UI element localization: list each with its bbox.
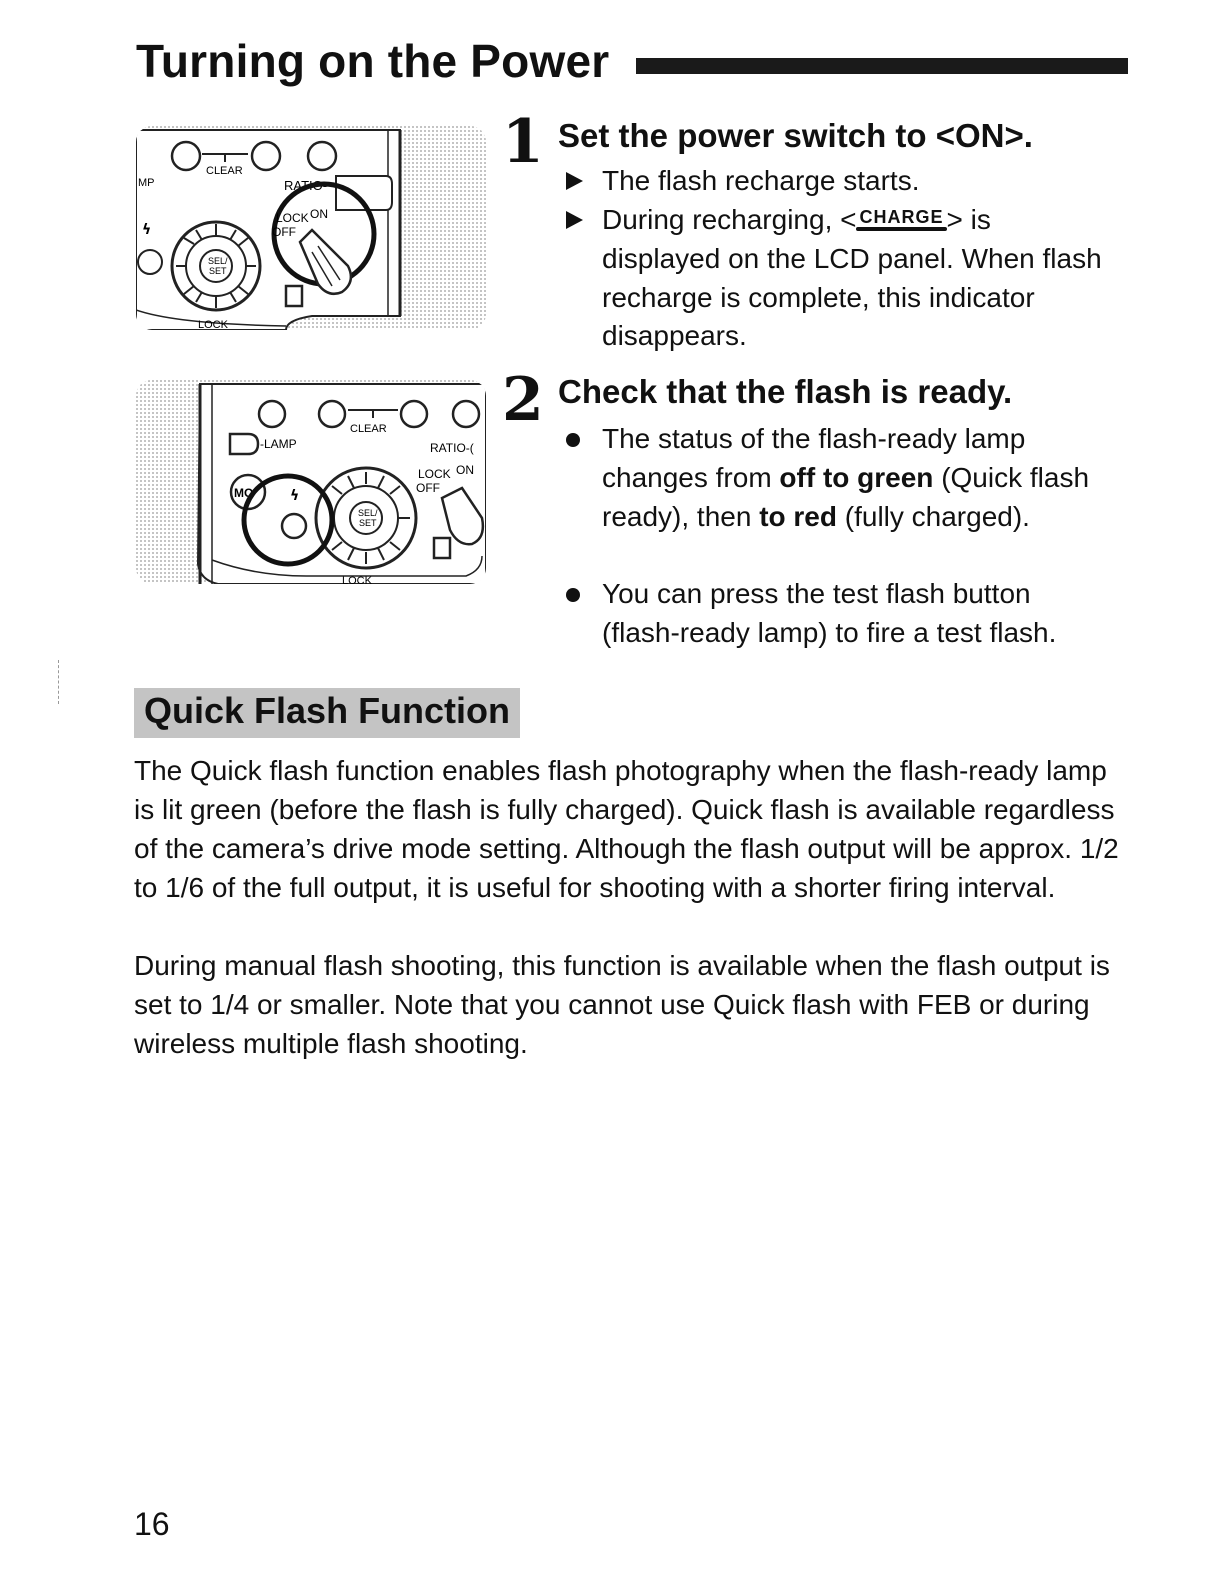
on-label: ON — [310, 207, 328, 221]
bullet-emphasis: to red — [759, 500, 837, 532]
bullet-emphasis: off to green — [779, 461, 934, 493]
mode-label: MO — [234, 486, 254, 500]
step-1-bullet-2 — [602, 201, 1112, 356]
margin-mark — [58, 660, 60, 704]
set-label: SET — [209, 266, 227, 276]
step-1-bullet-1: The flash recharge starts. — [602, 165, 920, 196]
set-label-2: SET — [359, 518, 377, 528]
flash-symbol-icon-2: ϟ — [290, 488, 300, 504]
step-number-1: 1 — [502, 107, 544, 177]
dot-bullet-icon — [566, 433, 580, 447]
lock-bottom-label: LOCK — [198, 319, 228, 330]
section-heading: Quick Flash Function — [144, 690, 511, 731]
power-switch-illustration — [136, 126, 486, 330]
bullet-text: The status of the flash-ready lamp changes from — [602, 423, 1026, 493]
page-title: Turning on the Power — [136, 35, 610, 87]
sel-label: SEL/ — [208, 256, 228, 266]
bullet-text: (Quick flash ready), then — [602, 461, 1090, 532]
bullet-text: (fully charged). — [836, 500, 1030, 532]
flash-ready-illustration — [136, 380, 486, 584]
body-paragraph-2: During manual flash shooting, this function is available when the flash output is set to 1/4 or smaller. Note that you cannot use Quick flash with FEB or during wireless multiple flash shooting. — [134, 950, 1110, 1059]
ratio-label: RATIO- — [284, 178, 328, 193]
off-label-2: OFF — [416, 481, 440, 495]
lock-label: LOCK — [276, 211, 309, 225]
dot-bullet-icon — [566, 588, 580, 602]
arrow-bullet-icon — [566, 172, 583, 190]
bullet-text: During recharging, < — [602, 204, 857, 235]
page-number: 16 — [134, 1506, 170, 1542]
lock-label-2: LOCK — [418, 467, 451, 481]
title-row — [136, 34, 1128, 94]
arrow-bullet-icon — [566, 211, 583, 229]
step-heading-1: Set the power switch to <ON>. — [558, 117, 1033, 154]
step-number-2: 2 — [502, 365, 544, 435]
clear-label-2: CLEAR — [350, 423, 387, 435]
flash-ready-drawing — [136, 380, 486, 584]
lamp-label: -LAMP — [260, 437, 297, 451]
mp-label: MP — [138, 177, 155, 189]
step-heading-2: Check that the flash is ready. — [558, 373, 1013, 410]
step-2-bullet-1 — [602, 420, 1112, 536]
bullet-text: > is displayed on the LCD panel. When flash recharge is complete, this indicator disappears. — [602, 204, 1102, 352]
ratio-label-2: RATIO-( — [430, 441, 474, 455]
title-rule — [636, 58, 1128, 74]
lock-bottom-label-2: LOCK — [342, 575, 372, 584]
power-switch-drawing — [136, 126, 486, 330]
body-paragraph-1: The Quick flash function enables flash photography when the flash-ready lamp is lit green (before the flash is fully charged). Quick flash is available regardless of the camera’s drive mode setting. Although the flash output will be approx. 1/2 to 1/6 of the full output, it is useful for shooting with a shorter firing interval. — [134, 755, 1119, 903]
flash-symbol-icon: ϟ — [142, 222, 152, 238]
step-2-bullet-2: You can press the test flash button (flash-ready lamp) to fire a test flash. — [602, 578, 1057, 648]
on-label-2: ON — [456, 463, 474, 477]
charge-indicator: CHARGE — [856, 208, 946, 226]
clear-label: CLEAR — [206, 165, 243, 177]
off-label: OFF — [272, 225, 296, 239]
sel-label-2: SEL/ — [358, 508, 378, 518]
